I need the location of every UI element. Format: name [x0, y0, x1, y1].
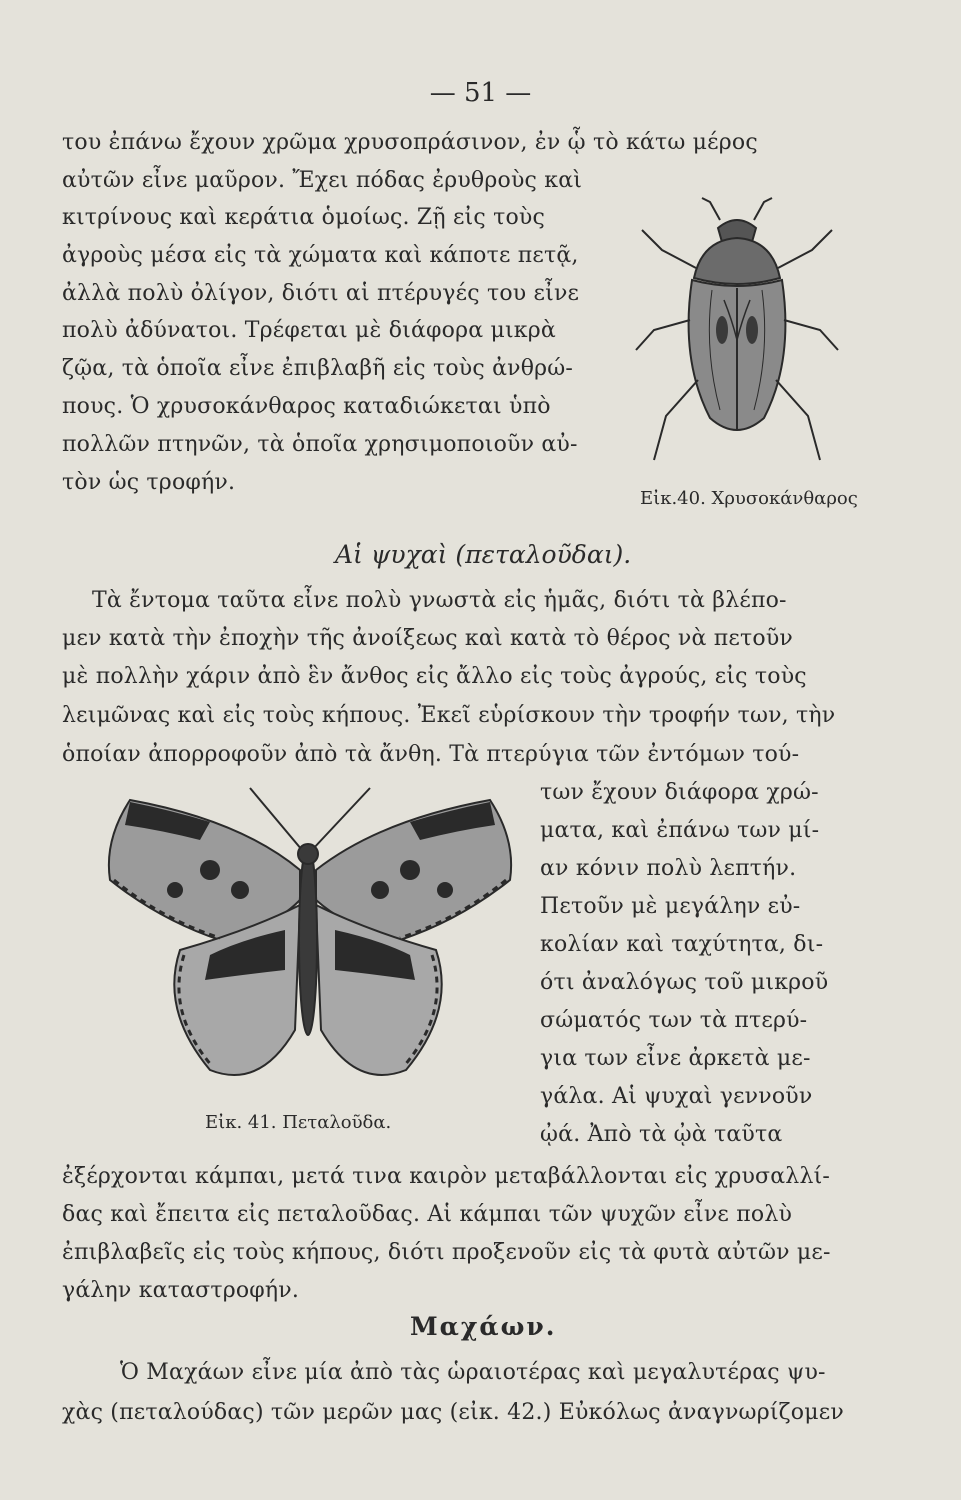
text-line: δας καὶ ἔπειτα εἰς πεταλοῦδας. Αἱ κάμπαι τῶν ψυχῶν εἶνε πολὺ: [62, 1202, 793, 1227]
section-heading: Αἱ ψυχαὶ (πεταλοῦδαι).: [335, 540, 632, 569]
beetle-figure: [632, 180, 842, 480]
text-line: ἀγροὺς μέσα εἰς τὰ χώματα καὶ κάποτε πετᾷ,: [62, 243, 579, 268]
text-line: για των εἶνε ἀρκετὰ με-: [540, 1046, 811, 1071]
text-line: χὰς (πεταλούδας) τῶν μερῶν μας (εἰκ. 42.) Εὐκόλως ἀναγνωρίζομεν: [62, 1400, 844, 1425]
text-line: αν κόνιν πολὺ λεπτήν.: [540, 856, 797, 881]
text-line: ότι ἀναλόγως τοῦ μικροῦ: [540, 970, 829, 995]
text-line: μεν κατὰ τὴν ἐποχὴν τῆς ἀνοίξεως καὶ κατὰ τὸ θέρος νὰ πετοῦν: [62, 626, 793, 651]
text-line: Ὁ Μαχάων εἶνε μία ἀπὸ τὰς ὡραιοτέρας καὶ μεγαλυτέρας ψυ-: [120, 1360, 826, 1385]
text-line: ἐξέρχονται κάμπαι, μετά τινα καιρὸν μεταβάλλονται εἰς χρυσαλλί-: [62, 1164, 831, 1189]
text-line: αὐτῶν εἶνε μαῦρον. Ἔχει πόδας ἐρυθροὺς καὶ: [62, 168, 583, 193]
text-line: ᾠά. Ἀπὸ τὰ ᾠὰ ταῦτα: [540, 1122, 783, 1147]
text-line: πολὺ ἀδύνατοι. Τρέφεται μὲ διάφορα μικρὰ: [62, 318, 556, 343]
text-line: ἐπιβλαβεῖς εἰς τοὺς κήπους, διότι προξενοῦν εἰς τὰ φυτὰ αὐτῶν με-: [62, 1240, 831, 1265]
text-line: μὲ πολλὴν χάριν ἀπὸ ἓν ἄνθος εἰς ἄλλο εἰς τοὺς ἀγρούς, εἰς τοὺς: [62, 664, 807, 689]
text-line: λειμῶνας καὶ εἰς τοὺς κήπους. Ἐκεῖ εὑρίσκουν τὴν τροφήν των, τὴν: [62, 703, 836, 728]
text-line: ζῷα, τὰ ὁποῖα εἶνε ἐπιβλαβῆ εἰς τοὺς ἀνθρώ-: [62, 356, 574, 381]
text-line: Πετοῦν μὲ μεγάλην εὐ-: [540, 894, 801, 919]
text-line: κιτρίνους καὶ κεράτια ὁμοίως. Ζῇ εἰς τοὺς: [62, 205, 545, 230]
text-line: γάλην καταστροφήν.: [62, 1278, 300, 1303]
butterfly-figure: [90, 780, 530, 1100]
text-line: ματα, καὶ ἐπάνω των μί-: [540, 818, 820, 843]
text-line: γάλα. Αἱ ψυχαὶ γεννοῦν: [540, 1084, 813, 1109]
text-line: πολλῶν πτηνῶν, τὰ ὁποῖα χρησιμοποιοῦν αὐ-: [62, 432, 578, 457]
text-line: ἀλλὰ πολὺ ὀλίγον, διότι αἱ πτέρυγές του εἶνε: [62, 281, 580, 306]
text-line: σώματός των τὰ πτερύ-: [540, 1008, 808, 1033]
text-line: πους. Ὁ χρυσοκάνθαρος καταδιώκεται ὑπὸ: [62, 394, 551, 419]
text-line: Τὰ ἔντομα ταῦτα εἶνε πολὺ γνωστὰ εἰς ἡμᾶς, διότι τὰ βλέπο-: [92, 588, 787, 613]
text-line: των ἔχουν διάφορα χρώ-: [540, 780, 819, 805]
text-line: του ἐπάνω ἔχουν χρῶμα χρυσοπράσινον, ἐν ᾧ τὸ κάτω μέρος: [62, 130, 758, 155]
page-number: — 51 —: [429, 78, 532, 108]
text-line: ὁποίαν ἀπορροφοῦν ἀπὸ τὰ ἄνθη. Τὰ πτερύγια τῶν ἐντόμων τού-: [62, 742, 800, 767]
figure-caption: Εἰκ. 41. Πεταλοῦδα.: [205, 1112, 392, 1133]
figure-caption: Εἰκ.40. Χρυσοκάνθαρος: [640, 488, 858, 509]
section-heading: Μαχάων.: [410, 1312, 557, 1341]
text-line: τὸν ὡς τροφήν.: [62, 470, 236, 495]
text-line: κολίαν καὶ ταχύτητα, δι-: [540, 932, 824, 957]
